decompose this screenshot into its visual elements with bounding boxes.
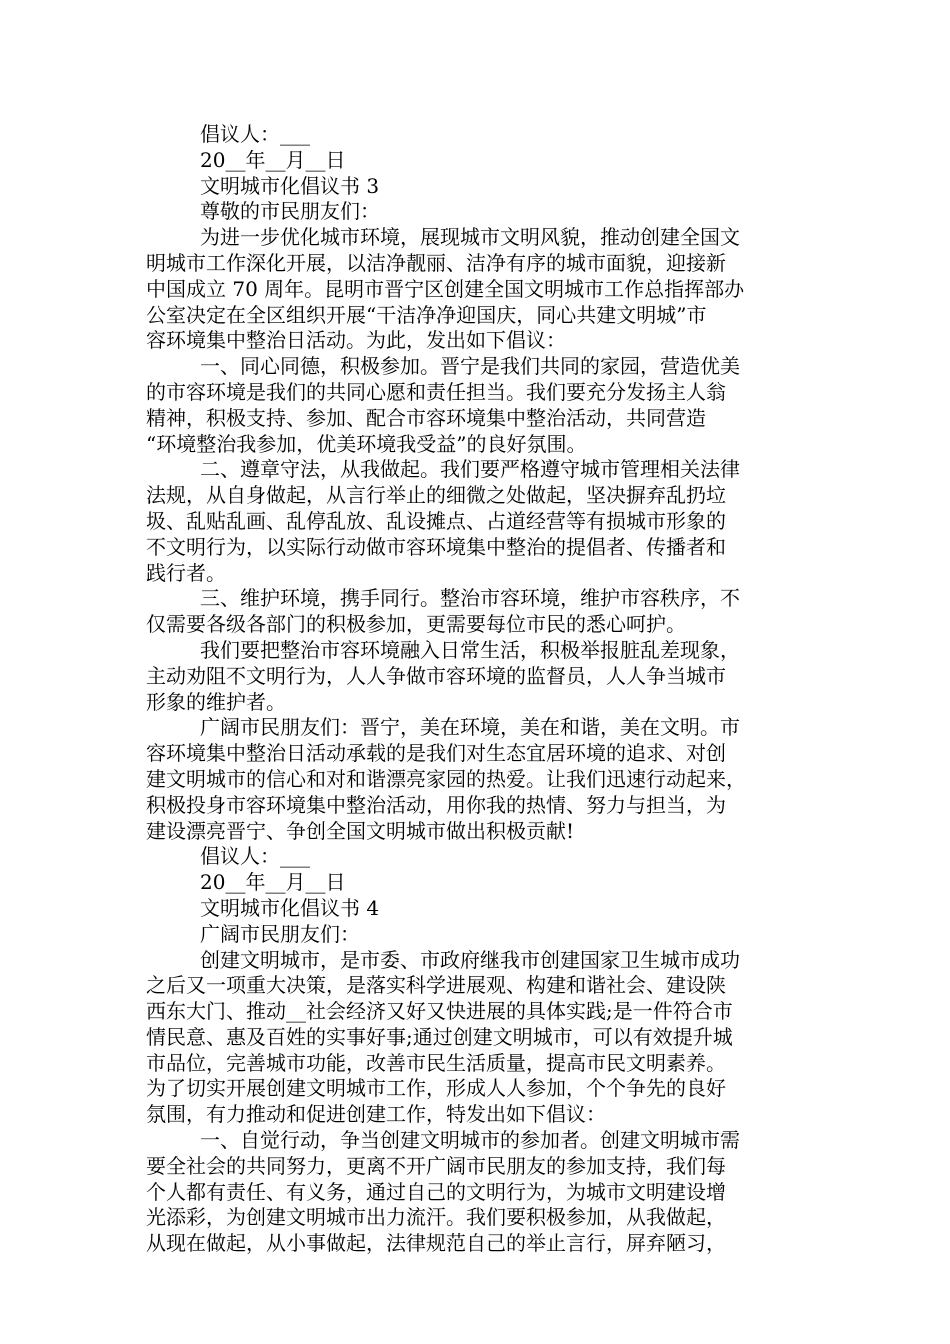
text-line: 精神，积极支持、参加、配合市容环境集中整治活动，共同营造 [146, 405, 706, 430]
text-line: 要全社会的共同努力，更离不开广阔市民朋友的参加支持，我们每 [146, 1153, 726, 1178]
text-line: 个人都有责任、有义务，通过自己的文明行为，为城市文明建设增 [146, 1179, 726, 1204]
text-line: 从现在做起，从小事做起，法律规范自己的举止言行，屏弃陋习， [146, 1231, 726, 1256]
text-line: 倡议人：___ [200, 844, 310, 869]
text-line: 一、自觉行动，争当创建文明城市的参加者。创建文明城市需 [200, 1128, 740, 1153]
text-line: 情民意、惠及百姓的实事好事;通过创建文明城市，可以有效提升城 [146, 1024, 733, 1049]
text-line: 践行者。 [146, 560, 226, 585]
text-line: 容环境集中整治日活动承载的是我们对生态宜居环境的追求、对创 [146, 741, 726, 766]
text-line: 倡议人：___ [200, 122, 310, 146]
text-line: 法规，从自身做起，从言行举止的细微之处做起，坚决摒弃乱扔垃 [146, 483, 726, 508]
text-line: 氛围，有力推动和促进创建工作，特发出如下倡议： [146, 1102, 606, 1127]
text-line: 容环境集中整治日活动。为此，发出如下倡议： [146, 328, 566, 353]
text-line: 之后又一项重大决策，是落实科学进展观、构建和谐社会、建设陕 [146, 973, 726, 998]
text-line: 20__年__月__日 [200, 147, 346, 172]
text-line: 光添彩，为创建文明城市出力流汗。我们要积极参加，从我做起， [146, 1205, 726, 1230]
text-line: 广阔市民朋友们： [200, 921, 360, 946]
text-line: “环境整治我参加，优美环境我受益”的良好氛围。 [146, 431, 587, 456]
text-line: 文明城市化倡议书 4 [200, 895, 380, 920]
text-line: 建设漂亮晋宁、争创全国文明城市做出积极贡献! [146, 818, 575, 843]
text-line: 主动劝阻不文明行为，人人争做市容环境的监督员，人人争当城市 [146, 663, 726, 688]
text-line: 中国成立 70 周年。昆明市晋宁区创建全国文明城市工作总指挥部办 [146, 276, 745, 301]
text-line: 仅需要各级各部门的积极参加，更需要每位市民的悉心呵护。 [146, 612, 686, 637]
text-line: 广阔市民朋友们：晋宁，美在环境，美在和谐，美在文明。市 [200, 715, 740, 740]
text-line: 创建文明城市，是市委、市政府继我市创建国家卫生城市成功 [200, 947, 740, 972]
text-line: 为进一步优化城市环境，展现城市文明风貌，推动创建全国文 [200, 225, 740, 250]
text-line: 三、维护环境，携手同行。整治市容环境，维护市容秩序，不 [200, 586, 740, 611]
text-line: 为了切实开展创建文明城市工作，形成人人参加，个个争先的良好 [146, 1076, 726, 1101]
text-line: 二、遵章守法，从我做起。我们要严格遵守城市管理相关法律 [200, 457, 740, 482]
text-line: 的市容环境是我们的共同心愿和责任担当。我们要充分发扬主人翁 [146, 379, 726, 404]
text-line: 明城市工作深化开展，以洁净靓丽、洁净有序的城市面貌，迎接新 [146, 250, 726, 275]
text-line: 西东大门、推动__社会经济又好又快进展的具体实践;是一件符合市 [146, 999, 733, 1024]
document-page [146, 122, 818, 1257]
text-line: 一、同心同德，积极参加。晋宁是我们共同的家园，营造优美 [200, 354, 740, 379]
text-line: 圾、乱贴乱画、乱停乱放、乱设摊点、占道经营等有损城市形象的 [146, 508, 726, 533]
text-line: 市品位，完善城市功能，改善市民生活质量，提高市民文明素养。 [146, 1050, 726, 1075]
text-line: 建文明城市的信心和对和谐漂亮家园的热爱。让我们迅速行动起来， [146, 766, 746, 791]
text-line: 我们要把整治市容环境融入日常生活，积极举报脏乱差现象， [200, 637, 740, 662]
text-line: 公室决定在全区组织开展“干洁净净迎国庆，同心共建文明城”市 [146, 302, 707, 327]
text-line: 20__年__月__日 [200, 870, 346, 895]
text-line: 尊敬的市民朋友们： [200, 199, 380, 224]
text-line: 积极投身市容环境集中整治活动，用你我的热情、努力与担当，为 [146, 792, 726, 817]
text-line: 形象的维护者。 [146, 689, 286, 714]
text-line: 不文明行为，以实际行动做市容环境集中整治的提倡者、传播者和 [146, 534, 726, 559]
text-line: 文明城市化倡议书 3 [200, 173, 380, 198]
